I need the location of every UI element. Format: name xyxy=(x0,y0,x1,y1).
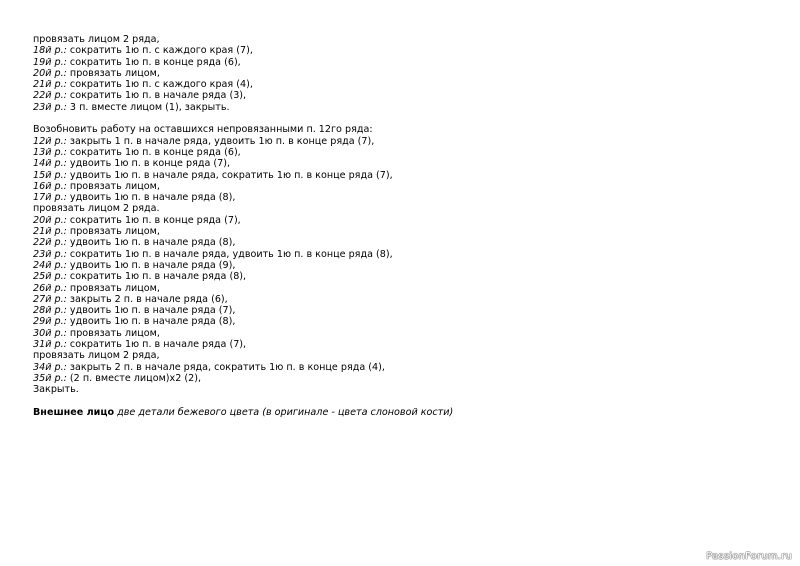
pattern-line xyxy=(33,316,773,327)
row-instruction: сократить 1ю п. с каждого края (7), xyxy=(66,45,253,57)
pattern-line xyxy=(33,147,773,158)
row-instruction: (2 п. вместе лицом)х2 (2), xyxy=(66,372,202,384)
pattern-line xyxy=(33,237,773,248)
row-number: 30й р.: xyxy=(33,327,67,339)
pattern-line xyxy=(33,192,773,203)
row-number: 22й р.: xyxy=(33,90,67,102)
row-number: 21й р.: xyxy=(33,226,67,238)
pattern-line xyxy=(33,45,773,56)
row-number: 31й р.: xyxy=(33,339,67,351)
row-instruction: 3 п. вместе лицом (1), закрыть. xyxy=(66,101,230,113)
row-instruction: провязать лицом 2 ряда, xyxy=(33,350,160,362)
pattern-block-top xyxy=(33,34,773,113)
row-instruction: сократить 1ю п. в конце ряда (6), xyxy=(66,56,241,68)
row-number: 20й р.: xyxy=(33,214,67,226)
pattern-line xyxy=(33,181,773,192)
pattern-line xyxy=(33,362,773,373)
pattern-line xyxy=(33,215,773,226)
row-number: 28й р.: xyxy=(33,305,67,317)
row-instruction: провязать лицом, xyxy=(66,67,160,79)
row-number: 14й р.: xyxy=(33,158,67,170)
pattern-line xyxy=(33,79,773,90)
row-number: 23й р.: xyxy=(33,248,67,260)
row-number: 12й р.: xyxy=(33,135,67,147)
row-instruction: удвоить 1ю п. в начале ряда (7), xyxy=(66,305,236,317)
pattern-line xyxy=(33,305,773,316)
row-instruction: сократить 1ю п. в конце ряда (7), xyxy=(66,214,241,226)
row-instruction: сократить 1ю п. в конце ряда (6), xyxy=(66,146,241,158)
row-number: 26й р.: xyxy=(33,282,67,294)
row-instruction: удвоить 1ю п. в конце ряда (7), xyxy=(66,158,231,170)
section-heading xyxy=(33,407,773,418)
row-number: 23й р.: xyxy=(33,101,67,113)
row-instruction: удвоить 1ю п. в начале ряда (8), xyxy=(66,192,236,204)
row-instruction: закрыть 1 п. в начале ряда, удвоить 1ю п. в конце ряда (7), xyxy=(66,135,375,147)
pattern-line xyxy=(33,271,773,282)
row-number: 13й р.: xyxy=(33,146,67,158)
row-instruction: провязать лицом 2 ряда. xyxy=(33,203,160,215)
row-number: 22й р.: xyxy=(33,237,67,249)
row-instruction: удвоить 1ю п. в начале ряда (8), xyxy=(66,316,236,328)
spacer xyxy=(33,396,773,407)
row-number: 20й р.: xyxy=(33,67,67,79)
pattern-line xyxy=(33,124,773,135)
pattern-line xyxy=(33,249,773,260)
pattern-line xyxy=(33,226,773,237)
row-instruction: сократить 1ю п. в начале ряда (3), xyxy=(66,90,247,102)
row-instruction: сократить 1ю п. в начале ряда, удвоить 1ю п. в конце ряда (8), xyxy=(66,248,393,260)
pattern-line xyxy=(33,350,773,361)
document-page xyxy=(33,34,773,418)
row-instruction: провязать лицом 2 ряда, xyxy=(33,34,160,45)
row-instruction: закрыть 2 п. в начале ряда (6), xyxy=(66,293,228,305)
row-instruction: удвоить 1ю п. в начале ряда (9), xyxy=(66,259,236,271)
row-instruction: сократить 1ю п. в начале ряда (8), xyxy=(66,271,247,283)
row-number: 15й р.: xyxy=(33,169,67,181)
row-instruction: сократить 1ю п. с каждого края (4), xyxy=(66,79,253,91)
row-number: 29й р.: xyxy=(33,316,67,328)
row-number: 35й р.: xyxy=(33,372,67,384)
row-number: 18й р.: xyxy=(33,45,67,57)
row-instruction: закрыть 2 п. в начале ряда, сократить 1ю п. в конце ряда (4), xyxy=(66,361,385,373)
row-instruction: провязать лицом, xyxy=(66,226,160,238)
pattern-line xyxy=(33,102,773,113)
pattern-line xyxy=(33,57,773,68)
site-watermark: PassionForum.ru xyxy=(706,551,792,562)
row-number: 34й р.: xyxy=(33,361,67,373)
row-number: 17й р.: xyxy=(33,192,67,204)
pattern-line xyxy=(33,170,773,181)
pattern-line xyxy=(33,328,773,339)
pattern-line xyxy=(33,203,773,214)
row-instruction: провязать лицом, xyxy=(66,327,160,339)
row-instruction: удвоить 1ю п. в начале ряда, сократить 1ю п. в конце ряда (7), xyxy=(66,169,393,181)
pattern-line xyxy=(33,158,773,169)
row-instruction: удвоить 1ю п. в начале ряда (8), xyxy=(66,237,236,249)
row-instruction: провязать лицом, xyxy=(66,180,160,192)
pattern-line xyxy=(33,136,773,147)
spacer xyxy=(33,113,773,124)
pattern-line xyxy=(33,283,773,294)
section-subtitle: две детали бежевого цвета (в оригинале - цвета слоновой кости) xyxy=(114,406,454,418)
pattern-line xyxy=(33,34,773,45)
row-number: 21й р.: xyxy=(33,79,67,91)
row-number: 24й р.: xyxy=(33,259,67,271)
pattern-line xyxy=(33,260,773,271)
row-instruction: Закрыть. xyxy=(33,384,79,396)
pattern-line xyxy=(33,68,773,79)
row-instruction: сократить 1ю п. в начале ряда (7), xyxy=(66,339,247,351)
pattern-line xyxy=(33,339,773,350)
pattern-line xyxy=(33,90,773,101)
row-number: 25й р.: xyxy=(33,271,67,283)
section-title: Внешнее лицо xyxy=(33,406,115,418)
row-number: 27й р.: xyxy=(33,293,67,305)
pattern-line xyxy=(33,384,773,395)
row-number: 16й р.: xyxy=(33,180,67,192)
row-instruction: Возобновить работу на оставшихся непровязанными п. 12го ряда: xyxy=(33,124,373,136)
row-instruction: провязать лицом, xyxy=(66,282,160,294)
pattern-line xyxy=(33,373,773,384)
row-number: 19й р.: xyxy=(33,56,67,68)
pattern-line xyxy=(33,294,773,305)
pattern-block-resume xyxy=(33,124,773,395)
